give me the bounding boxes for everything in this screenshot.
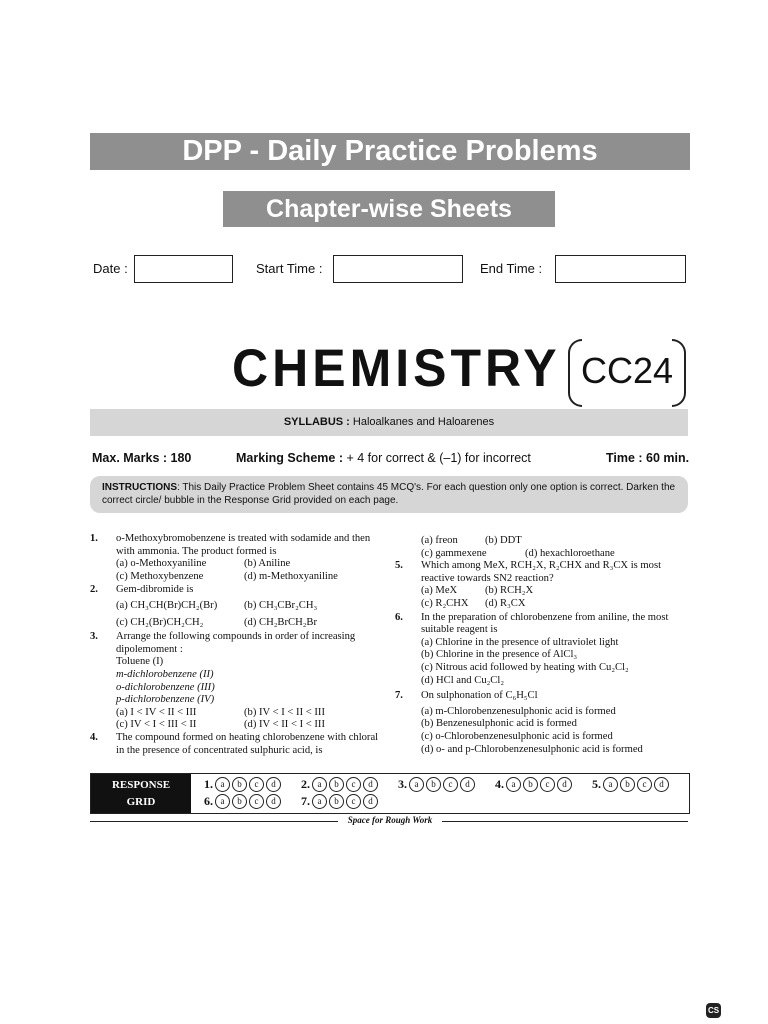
q7-option-b: (b) Benzenesulphonic acid is formed — [421, 718, 577, 730]
time-limit: Time : 60 min. — [606, 451, 690, 465]
question-5: 5. Which among MeX, RCH₂X, R₂CHX and R₃CX is most reactive towards SN2 reaction? (a) MeX (b) RCH₂X (c) R₂CHX (d) R₃CX — [395, 560, 662, 609]
q7-option-d: (d) o- and p-Chlorobenzenesulphonic acid is formed — [421, 743, 643, 755]
marking-scheme-text: + 4 for correct & (–1) for incorrect — [346, 451, 531, 465]
instructions-box — [90, 476, 688, 513]
q7-option-a: (a) m-Chlorobenzenesulphonic acid is formed — [421, 705, 616, 717]
subject-title: CHEMISTRY — [232, 338, 561, 398]
bubble-5b[interactable]: b — [620, 777, 635, 792]
bubble-2d[interactable]: d — [363, 777, 378, 792]
bubble-3b[interactable]: b — [426, 777, 441, 792]
date-field[interactable] — [134, 255, 233, 283]
bubble-7d[interactable]: d — [363, 794, 378, 809]
response-grid-label: RESPONSE GRID — [91, 774, 191, 813]
grid-row-6: 6. a b c d — [204, 794, 281, 809]
q5-option-a: (a) MeX — [421, 585, 458, 597]
left-column — [90, 533, 382, 757]
marking-scheme-label: Marking Scheme : — [236, 451, 343, 465]
bubble-6c[interactable]: c — [249, 794, 264, 809]
bubble-3c[interactable]: c — [443, 777, 458, 792]
bubble-5a[interactable]: a — [603, 777, 618, 792]
marking-scheme — [236, 451, 531, 465]
bubble-7b[interactable]: b — [329, 794, 344, 809]
response-grid — [90, 773, 690, 814]
bubble-2b[interactable]: b — [329, 777, 344, 792]
instructions-text: : This Daily Practice Problem Sheet contains 45 MCQ's. For each question only one option is correct. Darken the correct circle/ bubble in the Response Grid provided on each page. — [102, 482, 676, 506]
bubble-1d[interactable]: d — [266, 777, 281, 792]
subject-code: CC24 — [568, 339, 686, 403]
q3-option-b: (b) IV < I < II < III — [244, 706, 325, 718]
bubble-1c[interactable]: c — [249, 777, 264, 792]
bubble-7a[interactable]: a — [312, 794, 327, 809]
q4-options — [395, 535, 693, 560]
bubble-7c[interactable]: c — [346, 794, 361, 809]
q1-option-a: (a) o-Methoxyaniline — [116, 558, 207, 570]
max-marks: Max. Marks : 180 — [92, 451, 192, 465]
q2-option-c: (c) CH₂(Br)CH₂CH₂ — [116, 616, 204, 628]
question-7: 7. On sulphonation of C₆H₅Cl (a) m-Chlorobenzenesulphonic acid is formed (b) Benzenesulphonic acid is formed (c) o-Chlorobenzenesulphonic acid is formed (d) o- and p-Chlorobenzenesulphonic acid is formed — [395, 690, 693, 756]
question-1: 1. o-Methoxybromobenzene is treated with sodamide and then with ammonia. The product formed is (a) o-Methoxyaniline (b) Aniline (c) Methoxybenzene (d) m-Methoxyaniline — [90, 533, 371, 582]
bubble-1b[interactable]: b — [232, 777, 247, 792]
q3-option-c: (c) IV < I < III < II — [116, 719, 197, 731]
question-3: 3. Arrange the following compounds in order of increasing dipolemoment : Toluene (I) m-dichlorobenzene (II) o-dichlorobenzene (III) p-dichlorobenzene (IV) (a) I < IV < II < III (b) IV < I < II < III (c) IV < I < III < II (d) IV < II < I < III — [90, 631, 356, 731]
q3-option-a: (a) I < IV < II < III — [116, 706, 197, 718]
bubble-4b[interactable]: b — [523, 777, 538, 792]
bubble-6a[interactable]: a — [215, 794, 230, 809]
grid-row-7: 7. a b c d — [301, 794, 378, 809]
bubble-2a[interactable]: a — [312, 777, 327, 792]
q5-option-d: (d) R₃CX — [485, 597, 526, 609]
q4-option-c: (c) gammexene — [421, 547, 487, 559]
right-column — [395, 535, 693, 756]
bubble-5d[interactable]: d — [654, 777, 669, 792]
q4-option-a: (a) freon — [421, 535, 458, 546]
grid-row-5: 5. a b c d — [592, 777, 669, 792]
q2-option-d: (d) CH₂BrCH₂Br — [244, 616, 318, 628]
grid-row-3: 3. a b c d — [398, 777, 475, 792]
bubble-4c[interactable]: c — [540, 777, 555, 792]
end-time-field[interactable] — [555, 255, 686, 283]
grid-row-1: 1. a b c d — [204, 777, 281, 792]
bubble-5c[interactable]: c — [637, 777, 652, 792]
bubble-1a[interactable]: a — [215, 777, 230, 792]
question-2: 2. Gem-dibromide is (a) CH₃CH(Br)CH₂(Br) (b) CH₃CBr₂CH₃ (c) CH₂(Br)CH₂CH₂ (d) CH₂BrCH₂Br — [90, 584, 318, 628]
q2-option-b: (b) CH₃CBr₂CH₃ — [244, 599, 318, 611]
q6-option-a: (a) Chlorine in the presence of ultraviolet light — [421, 636, 619, 648]
header-title: DPP - Daily Practice Problems — [90, 133, 690, 170]
q4-option-d: (d) hexachloroethane — [525, 547, 615, 559]
q4-option-b: (b) DDT — [485, 535, 522, 546]
q7-option-c: (c) o-Chlorobenzenesulphonic acid is formed — [421, 730, 613, 742]
q6-option-d: (d) HCl and Cu₂Cl₂ — [421, 674, 505, 686]
bubble-6b[interactable]: b — [232, 794, 247, 809]
header-subtitle: Chapter-wise Sheets — [223, 191, 555, 227]
q2-option-a: (a) CH₃CH(Br)CH₂(Br) — [116, 599, 218, 611]
bubble-6d[interactable]: d — [266, 794, 281, 809]
q1-option-d: (d) m-Methoxyaniline — [244, 570, 338, 582]
bubble-4a[interactable]: a — [506, 777, 521, 792]
syllabus-bar — [90, 409, 688, 436]
q1-option-c: (c) Methoxybenzene — [116, 570, 204, 582]
date-label: Date : — [93, 261, 128, 276]
q1-option-b: (b) Aniline — [244, 558, 291, 570]
q5-option-b: (b) RCH₂X — [485, 585, 534, 597]
bubble-2c[interactable]: c — [346, 777, 361, 792]
start-time-label: Start Time : — [256, 261, 323, 276]
grid-row-2: 2. a b c d — [301, 777, 378, 792]
q5-option-c: (c) R₂CHX — [421, 597, 469, 609]
rough-work-label: Space for Rough Work — [338, 815, 442, 825]
syllabus-label: SYLLABUS : — [283, 416, 350, 428]
end-time-label: End Time : — [480, 261, 543, 276]
grid-row-4: 4. a b c d — [495, 777, 572, 792]
camscanner-logo-icon: CS — [706, 1003, 721, 1018]
q6-option-b: (b) Chlorine in the presence of AlCl₃ — [421, 649, 578, 661]
q3-option-d: (d) IV < II < I < III — [244, 719, 325, 731]
start-time-field[interactable] — [333, 255, 463, 283]
bubble-3a[interactable]: a — [409, 777, 424, 792]
q6-option-c: (c) Nitrous acid followed by heating with Cu₂Cl₂ — [421, 661, 629, 673]
question-4: 4. The compound formed on heating chlorobenzene with chloral in the presence of concentrated sulphuric acid, is — [90, 731, 379, 756]
bubble-4d[interactable]: d — [557, 777, 572, 792]
bubble-3d[interactable]: d — [460, 777, 475, 792]
syllabus-text: Haloalkanes and Haloarenes — [352, 416, 495, 428]
rough-work-divider — [90, 815, 688, 827]
instructions-label: INSTRUCTIONS — [102, 482, 177, 493]
question-6: 6. In the preparation of chlorobenzene from aniline, the most suitable reagent is (a) Chlorine in the presence of ultraviolet light (b) Chlorine in the presence of AlCl₃ (c) Nitrous acid followed by heating with Cu₂Cl₂ (d) HCl and Cu₂Cl₂ — [395, 612, 693, 688]
